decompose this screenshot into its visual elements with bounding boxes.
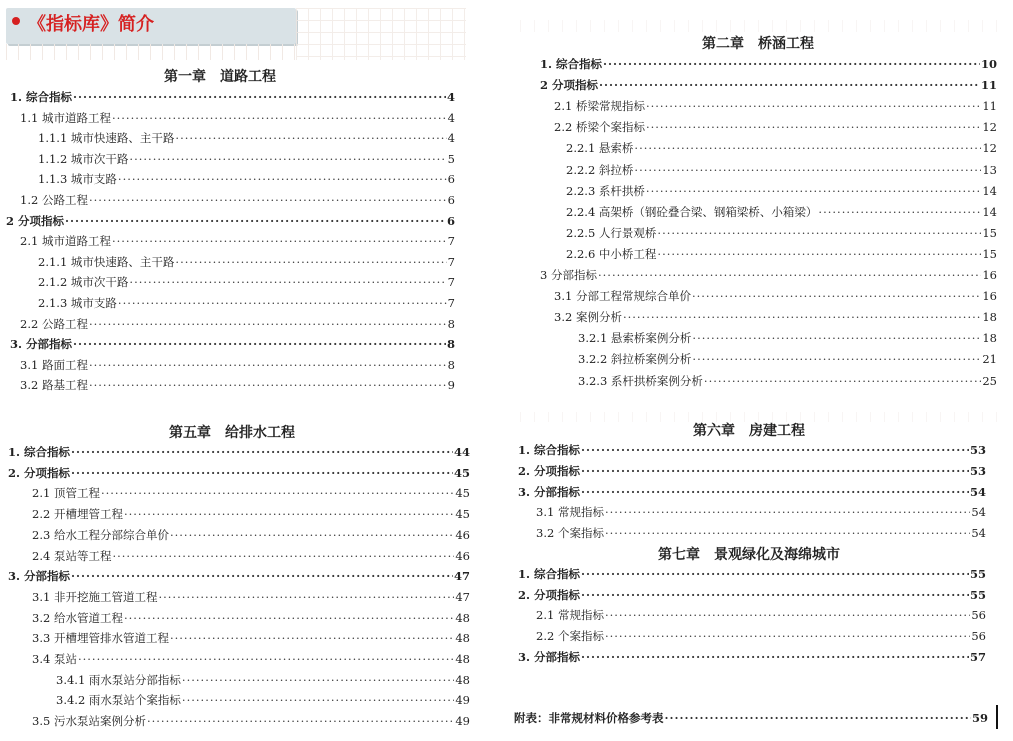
toc-entry[interactable] [38, 255, 455, 269]
toc-page-number: 15 [982, 225, 997, 240]
toc-leader-dots [605, 505, 970, 519]
toc-page-number: 8 [446, 337, 455, 352]
banner-grid-decoration [6, 44, 296, 60]
toc-entry[interactable] [20, 111, 455, 125]
toc-leader-dots [124, 507, 454, 521]
toc-leader-dots [634, 163, 981, 177]
toc-entry[interactable] [38, 131, 455, 145]
toc-entry-label: 3.2 个案指标 [536, 526, 604, 541]
toc-entry-label: 2.2.6 中小桥工程 [566, 246, 657, 261]
appendix-entry[interactable] [514, 711, 988, 725]
toc-entry[interactable] [32, 507, 470, 521]
toc-entry[interactable] [566, 226, 997, 240]
toc-page-number: 8 [447, 357, 455, 372]
toc-leader-dots [175, 255, 446, 269]
toc-page-number: 14 [982, 183, 997, 198]
toc-page-number: 11 [980, 78, 997, 93]
toc-leader-dots [605, 629, 970, 643]
toc-leader-dots [129, 152, 446, 166]
toc-entry-label: 2.1.3 城市支路 [38, 296, 117, 310]
toc-entry-label: 3.2 给水管道工程 [32, 610, 123, 625]
toc-entry-label: 1.1.2 城市次干路 [38, 151, 129, 166]
chapter-1-title: 第一章 道路工程 [164, 69, 276, 85]
toc-entry[interactable] [554, 120, 997, 134]
toc-leader-dots [112, 111, 447, 125]
toc-leader-dots [603, 57, 980, 71]
toc-leader-dots [623, 310, 981, 324]
toc-leader-dots [65, 214, 446, 228]
toc-entry[interactable] [518, 588, 986, 602]
toc-leader-dots [71, 569, 453, 583]
toc-entry[interactable] [536, 505, 986, 519]
toc-entry-label: 3.1 路面工程 [20, 357, 88, 372]
toc-leader-dots [581, 588, 969, 602]
toc-page-number: 16 [982, 289, 997, 304]
toc-entry-label: 1. 综合指标 [518, 567, 581, 581]
toc-page-number: 16 [982, 268, 997, 282]
toc-leader-dots [665, 711, 971, 725]
toc-entry[interactable] [32, 611, 470, 625]
toc-page-number: 48 [455, 652, 470, 666]
toc-page-number: 10 [980, 57, 997, 71]
toc-leader-dots [158, 590, 454, 604]
toc-page-number: 6 [447, 172, 455, 187]
toc-leader-dots [89, 358, 447, 372]
toc-entry-label: 2.2 桥梁个案指标 [554, 120, 645, 135]
toc-entry[interactable] [518, 464, 986, 478]
toc-leader-dots [692, 289, 981, 303]
toc-entry[interactable] [518, 485, 986, 499]
toc-page-number: 7 [447, 275, 455, 290]
toc-entry-label: 1. 综合指标 [10, 90, 73, 104]
toc-entry[interactable] [578, 331, 997, 345]
toc-page-number: 18 [982, 331, 997, 346]
toc-page-number: 54 [969, 484, 986, 499]
bullet-icon [12, 17, 20, 25]
toc-entry[interactable] [518, 650, 986, 664]
toc-entry[interactable] [32, 652, 470, 666]
toc-entry-label: 2.2.2 斜拉桥 [566, 162, 634, 177]
toc-page-number: 7 [447, 296, 455, 310]
toc-entry-label: 2.1.1 城市快速路、主干路 [38, 254, 175, 269]
toc-entry-label: 3. 分部指标 [518, 484, 581, 499]
chapter-2-title: 第二章 桥涵工程 [702, 36, 814, 52]
toc-entry-label: 2. 分项指标 [518, 587, 581, 602]
toc-page-number: 55 [969, 587, 986, 602]
toc-page-number: 48 [455, 631, 470, 646]
toc-entry[interactable] [32, 631, 470, 645]
banner-title: 《指标库》简介 [28, 14, 154, 35]
toc-leader-dots [646, 120, 981, 134]
toc-entry[interactable] [540, 57, 997, 71]
toc-entry[interactable] [20, 358, 455, 372]
toc-entry[interactable] [8, 466, 470, 480]
toc-entry[interactable] [6, 214, 455, 228]
toc-page-number: 12 [982, 141, 997, 156]
toc-entry-label: 2.2 个案指标 [536, 629, 604, 644]
toc-entry-label: 3. 分部指标 [8, 569, 71, 584]
toc-entry[interactable] [518, 567, 986, 581]
toc-page-number: 13 [982, 162, 997, 177]
toc-entry-label: 2.2.5 人行景观桥 [566, 225, 657, 240]
toc-page-number: 48 [455, 610, 470, 625]
toc-page-number: 48 [455, 672, 470, 687]
toc-entry[interactable] [536, 629, 986, 643]
toc-page-number: 56 [971, 608, 986, 623]
toc-entry-label: 3.3 开槽埋管排水管道工程 [32, 631, 169, 646]
toc-leader-dots [581, 443, 969, 457]
toc-entry-label: 2.4 泵站等工程 [32, 548, 112, 563]
toc-entry[interactable] [536, 526, 986, 540]
toc-entry-label: 1.1.1 城市快速路、主干路 [38, 131, 175, 146]
toc-entry-label: 3.4.2 雨水泵站个案指标 [56, 693, 181, 708]
toc-page-number: 46 [455, 548, 470, 563]
toc-page-number: 14 [982, 204, 997, 219]
toc-entry[interactable] [566, 141, 997, 155]
toc-page-number: 54 [971, 505, 986, 520]
toc-page-number: 11 [982, 99, 997, 114]
toc-entry-label: 3. 分部指标 [10, 337, 73, 352]
toc-page-number: 44 [453, 445, 470, 459]
toc-entry-label: 1. 综合指标 [8, 445, 71, 459]
toc-entry[interactable] [32, 714, 470, 728]
toc-entry[interactable] [566, 205, 997, 219]
toc-page-number: 7 [447, 234, 455, 249]
toc-entry-label: 2.2.3 系杆拱桥 [566, 183, 645, 198]
toc-entry-label: 1.1.3 城市支路 [38, 172, 117, 187]
toc-page-number: 4 [447, 131, 455, 146]
toc-entry[interactable] [8, 445, 470, 459]
toc-entry[interactable] [540, 268, 997, 282]
toc-entry[interactable] [578, 374, 997, 388]
toc-leader-dots [581, 567, 969, 581]
toc-entry-label: 2. 分项指标 [8, 465, 71, 480]
toc-page-number: 6 [446, 213, 455, 228]
toc-leader-dots [124, 611, 454, 625]
toc-leader-dots [89, 317, 447, 331]
toc-leader-dots [634, 141, 981, 155]
toc-leader-dots [71, 445, 453, 459]
toc-page-number: 46 [455, 527, 470, 542]
toc-leader-dots [71, 466, 453, 480]
toc-page-number: 49 [455, 693, 470, 708]
toc-leader-dots [170, 528, 454, 542]
toc-entry-label: 3.2.3 系杆拱桥案例分析 [578, 373, 703, 388]
toc-entry[interactable] [554, 310, 997, 324]
toc-entry-label: 附表：非常规材料价格参考表 [514, 711, 664, 725]
toc-leader-dots [170, 631, 454, 645]
toc-entry-label: 3.4 泵站 [32, 652, 77, 666]
toc-page-number: 53 [969, 463, 986, 478]
toc-entry[interactable] [20, 234, 455, 248]
toc-entry-label: 2.1 桥梁常规指标 [554, 99, 645, 114]
toc-entry-label: 3 分部指标 [540, 268, 597, 282]
toc-leader-dots [147, 714, 454, 728]
toc-entry-label: 2. 分项指标 [518, 463, 581, 478]
toc-page-number: 56 [971, 629, 986, 644]
toc-leader-dots [112, 234, 447, 248]
toc-entry[interactable] [38, 172, 455, 186]
toc-page-number: 21 [982, 352, 997, 367]
toc-page-number: 18 [982, 310, 997, 325]
toc-leader-dots [581, 485, 969, 499]
toc-entry-label: 3.2 案例分析 [554, 310, 622, 325]
toc-entry[interactable] [56, 693, 470, 707]
toc-page-number: 54 [971, 526, 986, 541]
toc-entry[interactable] [10, 90, 455, 104]
toc-entry[interactable] [536, 608, 986, 622]
toc-entry[interactable] [38, 296, 455, 310]
toc-entry-label: 2.2 开槽埋管工程 [32, 507, 123, 522]
toc-leader-dots [581, 650, 969, 664]
toc-leader-dots [605, 526, 970, 540]
toc-entry-label: 3.1 非开挖施工管道工程 [32, 589, 158, 604]
toc-page-number: 7 [447, 254, 455, 269]
toc-page-number: 8 [447, 316, 455, 331]
toc-entry-label: 1.1 城市道路工程 [20, 110, 111, 125]
toc-leader-dots [89, 193, 447, 207]
toc-page-number: 57 [969, 649, 986, 664]
toc-leader-dots [118, 296, 447, 310]
toc-leader-dots [692, 352, 981, 366]
toc-entry[interactable] [554, 99, 997, 113]
toc-entry-label: 1.2 公路工程 [20, 193, 88, 207]
toc-page-number: 4 [446, 90, 455, 104]
toc-entry-label: 2.1.2 城市次干路 [38, 275, 129, 290]
chapter-6-title: 第六章 房建工程 [693, 423, 805, 439]
toc-leader-dots [118, 172, 447, 186]
toc-entry[interactable] [32, 590, 470, 604]
toc-leader-dots [818, 205, 981, 219]
toc-leader-dots [182, 693, 454, 707]
toc-page-number: 4 [447, 110, 455, 125]
toc-entry-label: 2.3 给水工程分部综合单价 [32, 527, 169, 542]
toc-leader-dots [657, 247, 981, 261]
toc-entry-label: 2.2 公路工程 [20, 316, 88, 331]
toc-entry[interactable] [32, 528, 470, 542]
toc-entry[interactable] [38, 152, 455, 166]
toc-page-number: 45 [455, 486, 470, 501]
toc-leader-dots [129, 275, 446, 289]
toc-entry[interactable] [38, 275, 455, 289]
toc-entry[interactable] [20, 317, 455, 331]
toc-page-number: 5 [447, 151, 455, 166]
toc-entry-label: 3.2.2 斜拉桥案例分析 [578, 352, 692, 367]
chapter-7-title: 第七章 景观绿化及海绵城市 [658, 547, 840, 563]
toc-entry[interactable] [20, 193, 455, 207]
toc-leader-dots [101, 486, 454, 500]
toc-leader-dots [692, 331, 981, 345]
toc-entry[interactable] [56, 673, 470, 687]
text-cursor [996, 705, 998, 729]
toc-leader-dots [73, 337, 446, 351]
grid-decoration [520, 20, 1000, 32]
toc-entry[interactable] [32, 549, 470, 563]
toc-entry[interactable] [518, 443, 986, 457]
toc-entry-label: 2.2.4 高架桥（钢砼叠合梁、钢箱梁桥、小箱梁） [566, 204, 818, 219]
toc-entry-label: 3.2 路基工程 [20, 378, 88, 393]
toc-page-number: 25 [982, 373, 997, 388]
toc-page-number: 45 [453, 465, 470, 480]
toc-leader-dots [73, 90, 446, 104]
toc-page-number: 55 [969, 567, 986, 581]
toc-entry-label: 2 分项指标 [540, 78, 599, 93]
toc-entry[interactable] [8, 569, 470, 583]
toc-entry-label: 3. 分部指标 [518, 649, 581, 664]
toc-page-number: 12 [982, 120, 997, 135]
toc-entry-label: 2.2.1 悬索桥 [566, 141, 634, 156]
toc-entry-label: 1. 综合指标 [540, 57, 603, 71]
toc-leader-dots [581, 464, 969, 478]
toc-entry-label: 3.2.1 悬索桥案例分析 [578, 331, 692, 346]
toc-entry[interactable] [566, 247, 997, 261]
toc-page-number: 53 [969, 443, 986, 457]
toc-entry-label: 2.1 顶管工程 [32, 486, 100, 501]
toc-entry[interactable] [32, 486, 470, 500]
toc-leader-dots [598, 268, 981, 282]
toc-entry-label: 3.1 常规指标 [536, 505, 604, 520]
toc-page-number: 6 [447, 193, 455, 207]
toc-leader-dots [704, 374, 981, 388]
banner-grid-decoration [296, 8, 466, 60]
toc-entry[interactable] [578, 352, 997, 366]
toc-leader-dots [89, 378, 447, 392]
toc-entry-label: 3.5 污水泵站案例分析 [32, 714, 146, 729]
toc-leader-dots [175, 131, 446, 145]
toc-leader-dots [646, 99, 981, 113]
toc-entry-label: 2.1 常规指标 [536, 608, 604, 623]
toc-entry-label: 2.1 城市道路工程 [20, 234, 111, 249]
toc-entry[interactable] [20, 378, 455, 392]
toc-entry[interactable] [566, 163, 997, 177]
toc-entry[interactable] [540, 78, 997, 92]
toc-entry[interactable] [10, 337, 455, 351]
toc-entry-label: 3.4.1 雨水泵站分部指标 [56, 672, 181, 687]
toc-page-number: 47 [455, 589, 470, 604]
toc-leader-dots [599, 78, 980, 92]
toc-entry[interactable] [566, 184, 997, 198]
toc-leader-dots [605, 608, 970, 622]
toc-entry[interactable] [554, 289, 997, 303]
toc-page-number: 47 [453, 569, 470, 584]
toc-page-number: 49 [455, 714, 470, 729]
toc-page-number: 59 [971, 711, 988, 725]
toc-page-number: 15 [982, 246, 997, 261]
toc-entry-label: 3.1 分部工程常规综合单价 [554, 289, 691, 304]
toc-leader-dots [112, 549, 454, 563]
toc-leader-dots [646, 184, 981, 198]
toc-leader-dots [78, 652, 454, 666]
toc-leader-dots [182, 673, 454, 687]
toc-entry-label: 1. 综合指标 [518, 443, 581, 457]
toc-page-number: 9 [447, 378, 455, 393]
toc-leader-dots [657, 226, 981, 240]
toc-entry-label: 2 分项指标 [6, 213, 65, 228]
chapter-5-title: 第五章 给排水工程 [169, 425, 295, 441]
toc-page-number: 45 [455, 507, 470, 522]
